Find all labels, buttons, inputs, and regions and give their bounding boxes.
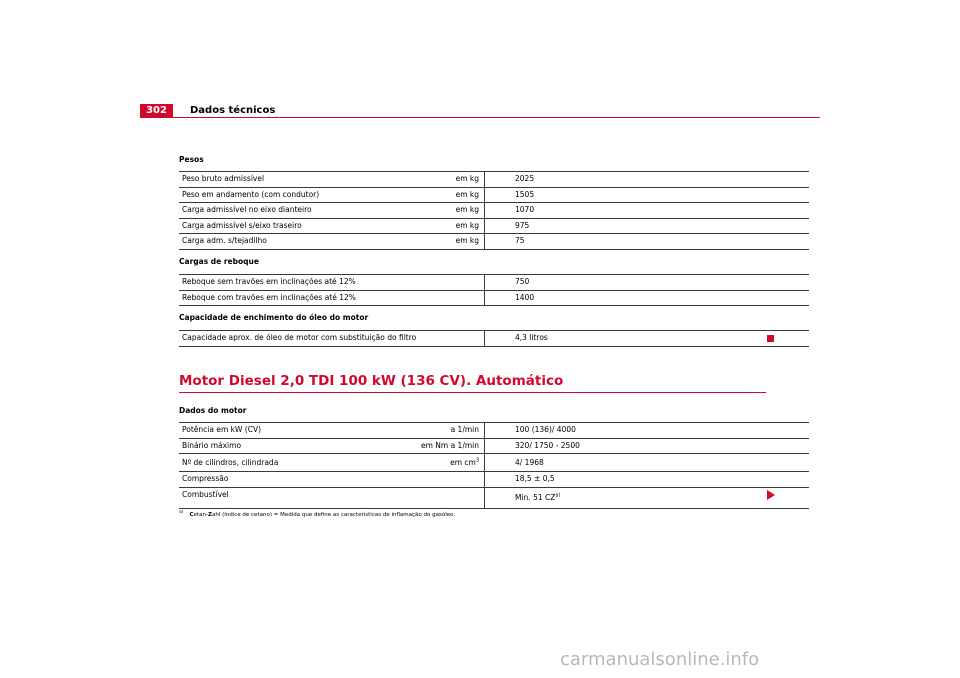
footnote (179, 510, 455, 518)
row-unit: em Nm a 1/min (420, 440, 479, 450)
row-label: Capacidade aprox. de óleo de motor com substituição do filtro (179, 331, 485, 347)
row-label: Nº de cilindros, cilindrada (182, 458, 279, 467)
row-unit: em kg (455, 189, 479, 199)
row-label: Binário máximo (182, 440, 242, 450)
watermark: carmanualsonline.info (560, 649, 760, 670)
footnote-c: C (189, 511, 194, 518)
table-row (179, 218, 809, 234)
row-label: Carga adm. s/tejadilho (182, 236, 267, 245)
row-unit: em kg (455, 220, 479, 230)
row-label: Peso em andamento (com condutor) (182, 189, 320, 199)
section-heading-motor: Dados do motor (179, 406, 247, 415)
table-row (179, 438, 809, 454)
table-oleo (179, 330, 809, 347)
row-label: Carga admissível s/eixo traseiro (182, 220, 302, 230)
table-row (179, 234, 809, 250)
footnote-ref: a) (555, 492, 561, 498)
row-label: Carga admissível no eixo dianteiro (182, 205, 312, 214)
section-heading-reboque: Cargas de reboque (179, 257, 259, 266)
table-row (179, 275, 809, 291)
row-label: Reboque com travões em inclinações até 12% (179, 290, 485, 306)
footnote-z: Z (207, 511, 212, 518)
row-value: 100 (136)/ 4000 (485, 423, 810, 439)
header-divider (140, 117, 820, 118)
page-number: 302 (140, 104, 173, 118)
row-value: 320/ 1750 - 2500 (485, 438, 810, 454)
table-row (179, 472, 809, 488)
row-label: Combustível (179, 487, 485, 508)
row-value: 975 (485, 218, 810, 234)
end-of-section-square-icon (767, 335, 774, 342)
row-label: Potência em kW (CV) (182, 425, 262, 434)
row-value: 18,5 ± 0,5 (485, 472, 810, 488)
row-label: Peso bruto admissível (182, 174, 265, 183)
table-reboque (179, 274, 809, 306)
page-title: Dados técnicos (190, 105, 276, 116)
row-value: 1505 (485, 187, 810, 203)
row-unit: em kg (455, 205, 479, 214)
footnote-text: ahl (índice de cetano) = Medida que define as características de inflamação do gasóleo. (211, 511, 456, 518)
table-pesos (179, 171, 809, 250)
row-value: 4/ 1968 (485, 454, 810, 472)
row-value: 4,3 litros (485, 331, 810, 347)
table-motor (179, 422, 809, 509)
continue-arrow-icon (767, 490, 775, 500)
footnote-marker: a) (179, 510, 184, 515)
row-value: Min. 51 CZ (515, 492, 556, 502)
row-label: Compressão (179, 472, 485, 488)
table-row (179, 423, 809, 439)
table-row (179, 487, 809, 508)
row-unit: a 1/min (450, 425, 479, 434)
table-row (179, 290, 809, 306)
row-value: 75 (485, 234, 810, 250)
table-row (179, 172, 809, 188)
motor-title: Motor Diesel 2,0 TDI 100 kW (136 CV). Automático (179, 373, 564, 389)
row-unit (450, 454, 482, 471)
table-row (179, 331, 809, 347)
table-row (179, 203, 809, 219)
unit-text: em cm (450, 458, 476, 467)
section-heading-pesos: Pesos (179, 155, 204, 164)
row-unit: em kg (455, 174, 479, 183)
row-value: 750 (485, 275, 810, 291)
row-value: 2025 (485, 172, 810, 188)
row-label: Reboque sem travões em inclinações até 12% (179, 275, 485, 291)
row-value: 1400 (485, 290, 810, 306)
section-heading-oleo: Capacidade de enchimento do óleo do motor (179, 313, 369, 322)
unit-superscript: 3 (475, 457, 479, 464)
row-unit: em kg (455, 236, 479, 245)
motor-title-divider (179, 392, 766, 393)
table-row (179, 187, 809, 203)
table-row (179, 454, 809, 472)
footnote-etan: etan- (193, 511, 208, 518)
row-value: 1070 (485, 203, 810, 219)
